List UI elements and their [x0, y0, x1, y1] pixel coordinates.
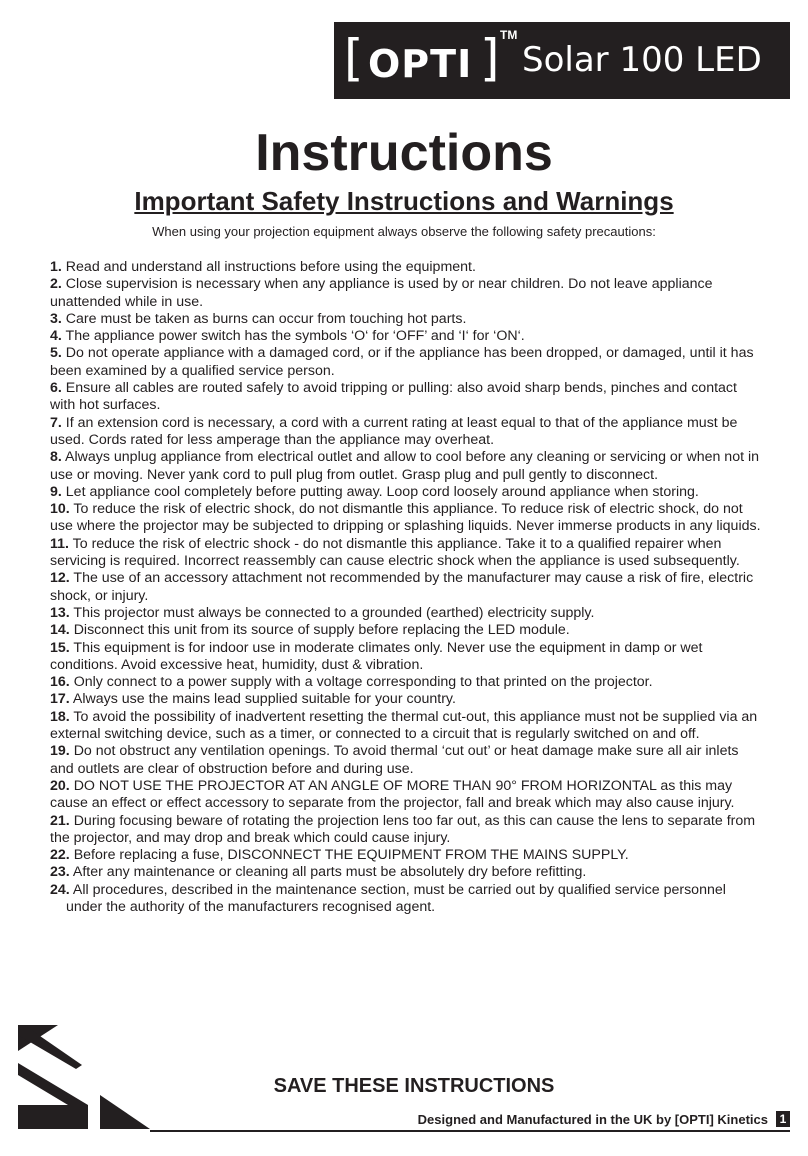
item-text: Ensure all cables are routed safely to avoid tripping or pulling: also avoid sharp bends, pinches and contact with hot surfaces.: [50, 380, 737, 414]
list-item: [50, 449, 762, 484]
item-text: Close supervision is necessary when any appliance is used by or near children. Do not leave appliance unattended while in use.: [50, 276, 713, 310]
item-number: 18.: [50, 708, 70, 725]
list-item: [50, 813, 762, 848]
list-item: [50, 674, 762, 691]
list-item: [50, 259, 762, 276]
item-number: 10.: [50, 501, 70, 518]
item-number: 5.: [50, 345, 62, 362]
item-number: 20.: [50, 777, 70, 794]
item-text: All procedures, described in the maintenance section, must be carried out by qualified service personnel under the authority of the manufacturers recognised agent.: [66, 881, 726, 915]
list-item: [50, 778, 762, 813]
list-item: [50, 484, 762, 501]
item-text: Before replacing a fuse, DISCONNECT THE EQUIPMENT FROM THE MAINS SUPPLY.: [73, 847, 629, 864]
list-item: [50, 328, 762, 345]
item-text: If an extension cord is necessary, a cord with a current rating at least equal to that of the appliance must be used. Cords rated for less amperage than the appliance may overheat.: [50, 414, 738, 448]
item-text: This equipment is for indoor use in moderate climates only. Never use the equipment in damp or wet conditions. Avoid excessive heat, humidity, dust & vibration.: [50, 639, 703, 673]
item-text: Do not obstruct any ventilation openings. To avoid thermal ‘cut out’ or heat damage make sure all air inlets and outlets are clear of obstruction before and during use.: [50, 743, 739, 777]
item-text: During focusing beware of rotating the projection lens too far out, as this can cause the lens to separate from the projector, and may drop and break which could cause injury.: [50, 812, 756, 846]
list-item: [50, 311, 762, 328]
list-item: [50, 847, 762, 864]
list-item: [50, 640, 762, 675]
item-number: 17.: [50, 691, 70, 708]
item-text: Care must be taken as burns can occur from touching hot parts.: [65, 310, 467, 327]
footer-rule: [150, 1130, 790, 1132]
item-text: To reduce the risk of electric shock, do not dismantle this appliance. To reduce risk of electric shock, do not use where the projector may be subjected to dripping or splashing liquids. Never immerse products in any liquids.: [50, 501, 761, 535]
list-item: [50, 709, 762, 744]
item-text: DO NOT USE THE PROJECTOR AT AN ANGLE OF MORE THAN 90° FROM HORIZONTAL as this may cause an effect or effect accessory to separate from the projector, fall and break which may also cause injury.: [50, 777, 735, 812]
item-number: 22.: [50, 847, 70, 864]
item-number: 15.: [50, 639, 70, 656]
list-item: [50, 570, 762, 605]
item-number: 6.: [50, 380, 62, 397]
item-text: This projector must always be connected to a grounded (earthed) electricity supply.: [73, 604, 595, 621]
brand-bracket-left: [: [344, 29, 364, 87]
list-item: [50, 605, 762, 622]
item-text: Always use the mains lead supplied suitable for your country.: [72, 691, 456, 708]
item-number: 3.: [50, 310, 62, 327]
item-number: 2.: [50, 276, 62, 293]
list-item: [50, 345, 762, 380]
list-item: [50, 501, 762, 536]
header-banner: [334, 22, 790, 99]
list-item: [50, 622, 762, 639]
footer-credit: Designed and Manufactured in the UK by [OPTI] Kinetics: [417, 1112, 768, 1127]
item-number: 19.: [50, 743, 70, 760]
item-number: 9.: [50, 483, 62, 500]
item-number: 14.: [50, 622, 70, 639]
list-item: [50, 276, 762, 311]
brand-logo: OPTI: [368, 42, 473, 86]
item-number: 13.: [50, 604, 70, 621]
item-text: Always unplug appliance from electrical outlet and allow to cool before any cleaning or servicing or when not in use or moving. Never yank cord to pull plug from outlet. Grasp plug and pull gently to disconnect.: [50, 449, 760, 483]
item-text: Do not operate appliance with a damaged cord, or if the appliance has been dropped, or damaged, until it has been examined by a qualified service person.: [50, 345, 754, 379]
list-item: [50, 415, 762, 450]
item-number: 21.: [50, 812, 70, 829]
item-number: 7.: [50, 414, 62, 431]
item-text: Let appliance cool completely before putting away. Loop cord loosely around appliance when storing.: [65, 483, 699, 500]
item-text: Disconnect this unit from its source of supply before replacing the LED module.: [73, 622, 570, 639]
list-item: [50, 864, 762, 881]
page-number: 1: [776, 1111, 790, 1127]
save-instructions-heading: SAVE THESE INSTRUCTIONS: [273, 1075, 555, 1097]
list-item: [50, 691, 762, 708]
item-number: 23.: [50, 864, 70, 881]
item-text: After any maintenance or cleaning all parts must be absolutely dry before refitting.: [72, 864, 587, 881]
intro-text: When using your projection equipment always observe the following safety precautions:: [152, 224, 656, 239]
safety-instructions-list: [50, 259, 762, 916]
item-number: 16.: [50, 674, 70, 691]
item-number: 24.: [50, 881, 70, 898]
list-item: [50, 743, 762, 778]
item-number: 4.: [50, 328, 62, 345]
list-item: [50, 882, 762, 917]
item-text: Only connect to a power supply with a voltage corresponding to that printed on the projector.: [73, 674, 653, 691]
item-text: To avoid the possibility of inadvertent resetting the thermal cut-out, this appliance must not be supplied via an external switching device, such as a timer, or connected to a circuit that is regularly switched on and off.: [50, 708, 758, 743]
item-number: 11.: [50, 535, 69, 552]
section-heading: Important Safety Instructions and Warnings: [134, 186, 674, 216]
trademark-symbol: TM: [500, 28, 518, 42]
list-item: [50, 536, 762, 571]
product-name: Solar 100 LED: [522, 40, 762, 80]
list-item: [50, 380, 762, 415]
item-text: Read and understand all instructions before using the equipment.: [65, 259, 476, 275]
item-text: The appliance power switch has the symbols ‘O‘ for ‘OFF’ and ‘I‘ for ‘ON‘.: [65, 328, 525, 345]
brand-bracket-right: ]: [480, 29, 500, 87]
item-number: 12.: [50, 570, 70, 587]
item-text: The use of an accessory attachment not recommended by the manufacturer may cause a risk of fire, electric shock, or injury.: [50, 570, 754, 604]
item-number: 1.: [50, 259, 62, 275]
page-title: Instructions: [255, 124, 553, 182]
item-number: 8.: [50, 449, 62, 466]
item-text: To reduce the risk of electric shock - do not dismantle this appliance. Take it to a qualified repairer when servicing is required. Incorrect reassembly can cause electric shock when the appliance is used subsequently.: [50, 535, 740, 570]
